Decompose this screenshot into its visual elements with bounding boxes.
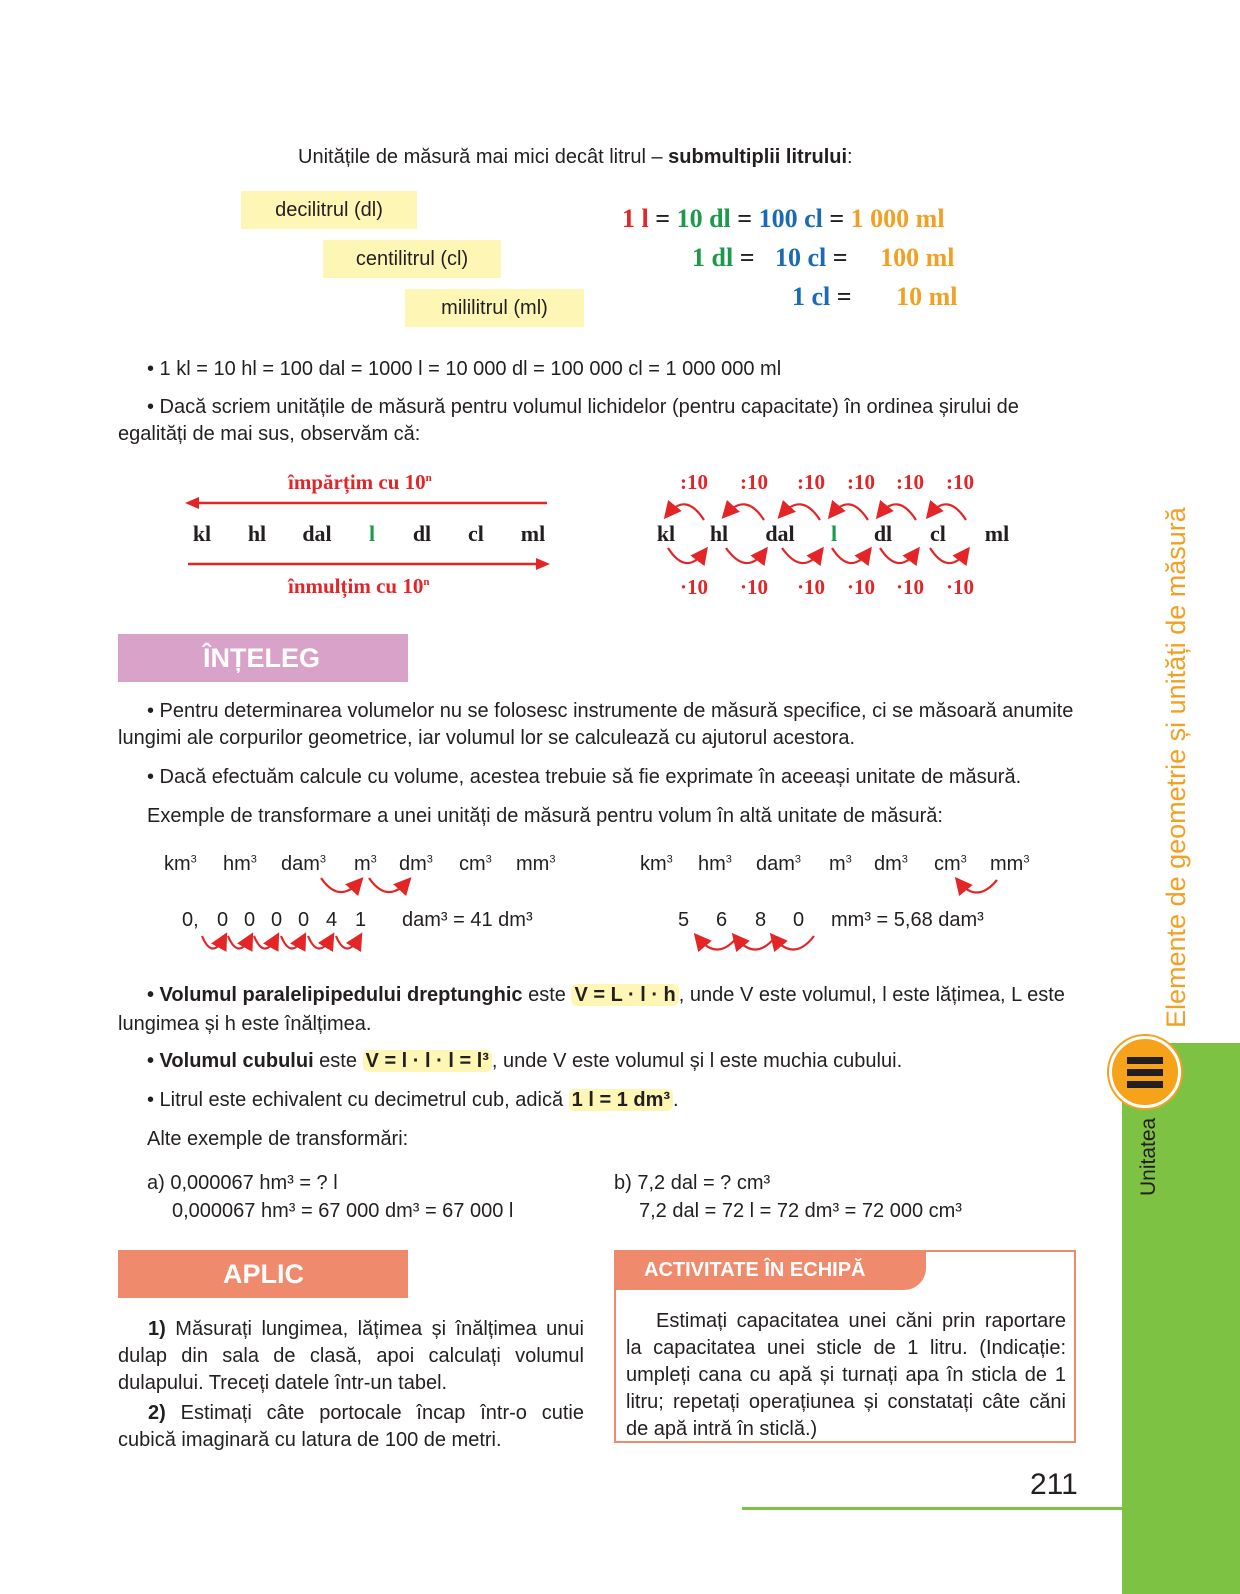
centilitre-box: centilitrul (cl) xyxy=(323,240,501,278)
team-activity-title: ACTIVITATE ÎN ECHIPĂ xyxy=(644,1259,866,1281)
multiply-exp: n xyxy=(423,576,430,588)
eq2-ml: 100 ml xyxy=(880,243,955,272)
inteleg-p1 xyxy=(118,698,1080,752)
example-b-line1: b) 7,2 dal = ? cm³ xyxy=(614,1172,771,1194)
right-unit-dl: dl xyxy=(873,521,893,546)
left-unit-cl: cl xyxy=(468,521,484,546)
example1-result: dam³ = 41 dm³ xyxy=(402,909,533,931)
aplic-task-1 xyxy=(118,1316,584,1397)
eq1-cl: 100 cl xyxy=(758,204,823,233)
vol-unit: $m^3$ xyxy=(829,853,852,875)
aplic-title: APLIC xyxy=(223,1259,304,1289)
vol-unit: $dm^3$ xyxy=(399,853,433,875)
mult-label-3: ·10 xyxy=(796,575,825,599)
left-unit-kl: kl xyxy=(192,521,212,546)
vol-unit: dam$^3$ xyxy=(281,853,327,875)
div-label-6: :10 xyxy=(946,470,974,494)
right-unit-ml: ml xyxy=(984,521,1010,546)
right-unit-hl: hl xyxy=(709,521,729,546)
f2-rest: , unde V este volumul și l este muchia cubului. xyxy=(491,1050,903,1072)
task-1-text: Măsurați lungimea, lățimea și înălțimea unui dulap din sala de clasă, apoi calculați volumul dulapului. Treceți datele într-un tabel. xyxy=(118,1318,584,1394)
eq1-ml: 1 000 ml xyxy=(850,204,945,233)
left-arrow-bottom xyxy=(185,557,550,571)
intro-end: : xyxy=(847,146,853,168)
mult-label-4: ·10 xyxy=(846,575,875,599)
f3-end: . xyxy=(673,1089,679,1111)
div-label-1: :10 xyxy=(680,470,708,494)
example1-arcs xyxy=(198,930,378,960)
vol-unit: $mm^3$ xyxy=(990,853,1030,875)
vol-unit: dam$^3$ xyxy=(756,853,802,875)
inteleg-p3: Exemple de transformare a unei unități de măsură pentru volum în altă unitate de măsură: xyxy=(147,805,943,827)
chapter-title-text: Elemente de geometrie și unități de măsură xyxy=(1161,507,1191,1028)
team-activity-body: Estimați capacitatea unei căni prin raportare la capacitatea unei sticle de 1 litru. (Indicație: umpleți cana cu apă și turnați apa în sticla de 1 litru; repetați operațiunea și constatați câte căni de apă intră în sticlă.) xyxy=(626,1310,1066,1440)
team-activity-box xyxy=(614,1250,1076,1443)
multiply-label xyxy=(288,574,429,599)
aplic-task-2 xyxy=(118,1400,584,1454)
sidebar-chapter-title xyxy=(1158,468,1194,1028)
intro-bold: submultiplii litrului xyxy=(668,146,848,168)
digit: 8 xyxy=(755,909,767,931)
eq3-ml: 10 ml xyxy=(896,282,958,311)
digit: 6 xyxy=(716,909,728,931)
task-1-num: 1) xyxy=(148,1318,166,1340)
task-2-num: 2) xyxy=(148,1402,166,1424)
eq-sign: = xyxy=(829,204,845,233)
f3-text: • Litrul este echivalent cu decimetrul cub, adică xyxy=(147,1089,569,1111)
millilitre-box: mililitrul (ml) xyxy=(405,289,584,327)
aplic-header xyxy=(118,1250,408,1298)
eq-sign: = xyxy=(836,282,852,311)
vol-unit: $hm^3$ xyxy=(223,853,257,875)
digit: 0 xyxy=(298,909,310,931)
div-label-2: :10 xyxy=(740,470,768,494)
example-a-line1: a) 0,000067 hm³ = ? l xyxy=(147,1172,338,1194)
eq1-l: 1 l xyxy=(622,204,649,233)
unit-label-text: Unitatea xyxy=(1137,1117,1160,1196)
vol-unit: $hm^3$ xyxy=(698,853,732,875)
equality-row-3 xyxy=(792,282,957,312)
mult-label-1: ·10 xyxy=(679,575,708,599)
right-unit-l: l xyxy=(830,521,838,546)
intro-line xyxy=(298,144,938,171)
page-number: 211 xyxy=(1030,1468,1078,1501)
eq2-dl: 1 dl xyxy=(692,243,734,272)
example-b-line2: 7,2 dal = 72 l = 72 dm³ = 72 000 cm³ xyxy=(639,1200,962,1222)
inteleg-p2: • Dacă efectuăm calcule cu volume, acestea trebuie să fie exprimate în aceeași unitate de măsură. xyxy=(147,766,1022,788)
left-unit-ml: ml xyxy=(520,521,546,546)
example2-result: mm³ = 5,68 dam³ xyxy=(831,909,984,931)
vol-unit: $cm^3$ xyxy=(459,853,492,875)
inteleg-title: ÎNȚELEG xyxy=(203,643,321,673)
task-2-text: Estimați câte portocale încap într-o cutie cubică imaginară cu latura de 100 de metri. xyxy=(118,1402,584,1451)
eq1-dl: 10 dl xyxy=(676,204,731,233)
right-unit-cl: cl xyxy=(930,521,946,546)
eq-sign: = xyxy=(832,243,848,272)
f2-formula: V = l · l · l = l³ xyxy=(363,1050,492,1072)
right-unit-kl: kl xyxy=(656,521,676,546)
formula-litre xyxy=(147,1086,1082,1115)
team-activity-header xyxy=(614,1250,926,1290)
intro-text: Unitățile de măsură mai mici decât litrul – xyxy=(298,146,669,168)
unit-badge xyxy=(1109,1036,1181,1108)
digit: 0 xyxy=(793,909,805,931)
mult-label-6: ·10 xyxy=(945,575,974,599)
vol-right-arc-top xyxy=(955,874,1005,904)
digit: 0 xyxy=(217,909,229,931)
formula-cube xyxy=(147,1047,1082,1076)
unit-roman-numeral-icon xyxy=(1112,1039,1178,1105)
bullet-observation-text: • Dacă scriem unitățile de măsură pentru volumul lichidelor (pentru capacitate) în ordinea șirului de egalități de mai sus, observăm că: xyxy=(118,396,1019,445)
team-activity-text xyxy=(626,1308,1066,1443)
left-unit-hl: hl xyxy=(247,521,267,546)
vol-left-arcs-top xyxy=(315,874,425,904)
mult-label-5: ·10 xyxy=(895,575,924,599)
footer-line xyxy=(742,1507,1122,1510)
digit: 0 xyxy=(244,909,256,931)
div-label-4: :10 xyxy=(847,470,875,494)
equality-row-2 xyxy=(692,243,955,273)
digit: 0 xyxy=(271,909,283,931)
f3-formula: 1 l = 1 dm³ xyxy=(569,1089,673,1111)
div-label-5: :10 xyxy=(896,470,924,494)
eq-sign: = xyxy=(737,204,753,233)
f2-bold: • Volumul cubului xyxy=(147,1050,314,1072)
equality-row-1 xyxy=(622,204,945,234)
bullet-observation xyxy=(118,394,1080,448)
other-examples-title: Alte exemple de transformări: xyxy=(147,1128,409,1150)
vol-unit: $dm^3$ xyxy=(874,853,908,875)
left-unit-l: l xyxy=(368,521,376,546)
f1-formula: V = L · l · h xyxy=(571,984,678,1006)
right-unit-dal: dal xyxy=(765,521,795,546)
eq-sign: = xyxy=(655,204,671,233)
divide-exp: n xyxy=(425,472,432,484)
multiply-text: înmulțim cu 10 xyxy=(288,574,424,598)
vol-unit: $km^3$ xyxy=(164,853,197,875)
inteleg-header xyxy=(118,634,408,682)
decilitre-box: decilitrul (dl) xyxy=(241,191,417,229)
vol-unit: $mm^3$ xyxy=(516,853,556,875)
eq-sign: = xyxy=(739,243,755,272)
f1-bold: • Volumul paralelipipedului dreptunghic xyxy=(147,984,523,1006)
eq2-cl: 10 cl xyxy=(775,243,827,272)
digit: 5 xyxy=(678,909,690,931)
digit: 0, xyxy=(182,909,199,931)
left-unit-dal: dal xyxy=(302,521,332,546)
inteleg-p1-text: • Pentru determinarea volumelor nu se folosesc instrumente de măsură specifice, ci se măsoară anumite lungimi ale corpurilor geometrice, iar volumul lor se calculează cu ajutorul acestora. xyxy=(118,700,1074,749)
divide-label xyxy=(288,470,432,495)
digit: 1 xyxy=(355,909,367,931)
left-unit-dl: dl xyxy=(412,521,432,546)
f1-mid: este xyxy=(522,984,572,1006)
formula-parallelepiped xyxy=(118,981,1080,1039)
divide-text: împărțim cu 10 xyxy=(288,470,426,494)
left-arrow-top xyxy=(185,496,550,510)
bullet-units-chain: • 1 kl = 10 hl = 100 dal = 1000 l = 10 000 dl = 100 000 cl = 1 000 000 ml xyxy=(147,358,782,380)
f1-rest: , unde V este volumul, l este lățimea, L este lungimea și h este înălțimea. xyxy=(118,984,1065,1035)
digit: 4 xyxy=(326,909,338,931)
eq3-cl: 1 cl xyxy=(792,282,831,311)
example2-arcs xyxy=(690,930,825,960)
mult-label-2: ·10 xyxy=(739,575,768,599)
f2-mid: este xyxy=(313,1050,363,1072)
vol-unit: $m^3$ xyxy=(354,853,377,875)
div-label-3: :10 xyxy=(797,470,825,494)
example-a-line2: 0,000067 hm³ = 67 000 dm³ = 67 000 l xyxy=(172,1200,514,1222)
vol-unit: $cm^3$ xyxy=(934,853,967,875)
vol-unit: $km^3$ xyxy=(640,853,673,875)
